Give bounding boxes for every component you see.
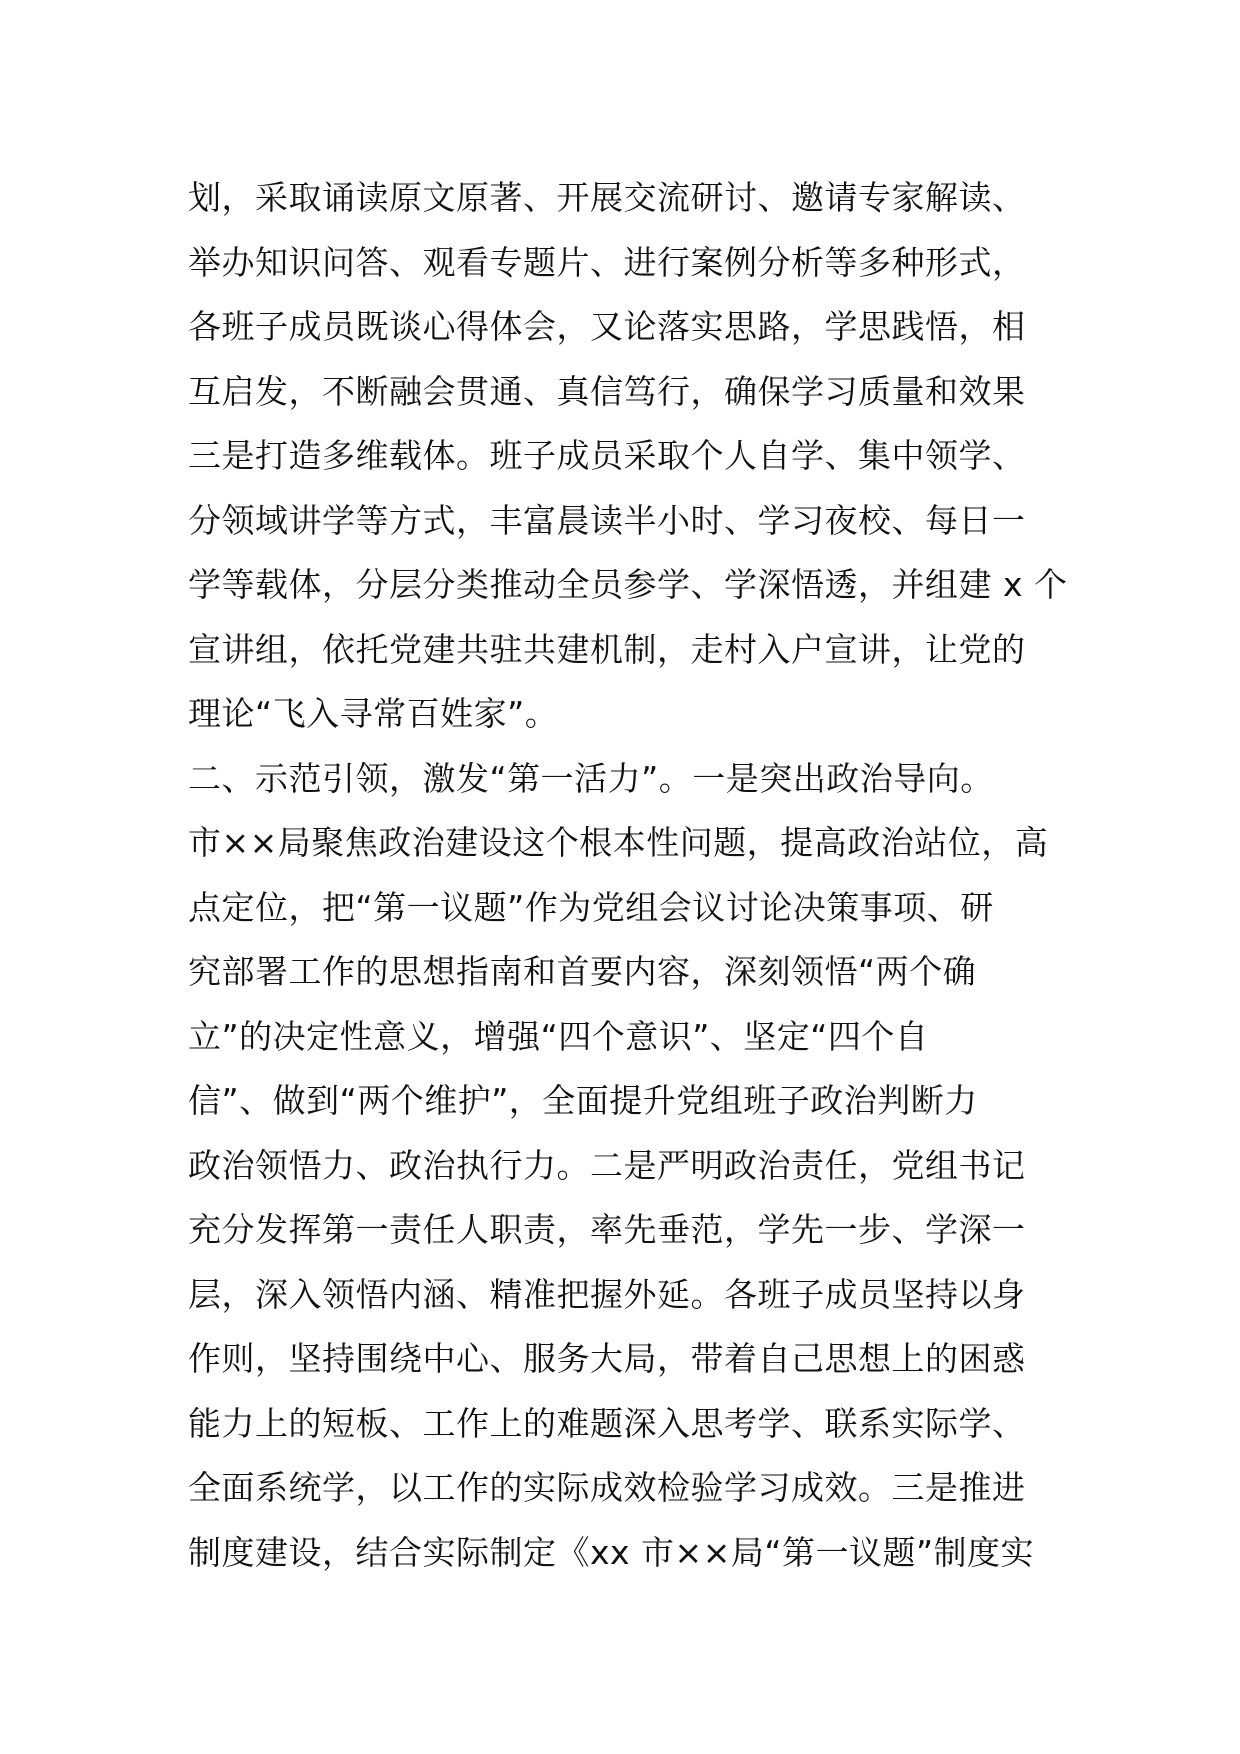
text-line: 制度建设，结合实际制定《xx 市××局“第一议题”制度实 (188, 1532, 1035, 1572)
text-line: 全面系统学，以工作的实际成效检验学习成效。三是推进 (188, 1468, 1026, 1507)
text-line: 立”的决定性意义，增强“四个意识”、坚定“四个自 (188, 1016, 929, 1056)
text-line: 点定位，把“第一议题”作为党组会议讨论决策事项、研 (188, 887, 994, 927)
text-line: 理论“飞入寻常百姓家”。 (188, 694, 559, 733)
text-line: 学等载体，分层分类推动全员参学、学深悟透，并组建 x 个 (188, 565, 1068, 604)
text-line: 宣讲组，依托党建共驻共建机制，走村入户宣讲，让党的 (188, 629, 1026, 669)
text-line: 作则，坚持围绕中心、服务大局，带着自己思想上的困惑 (188, 1339, 1026, 1378)
text-line: 能力上的短板、工作上的难题深入思考学、联系实际学、 (188, 1403, 1026, 1443)
text-line: 市××局聚焦政治建设这个根本性问题，提高政治站位，高 (188, 823, 1049, 862)
text-line: 各班子成员既谈心得体会，又论落实思路，学思践悟，相 (188, 307, 1026, 346)
text-line: 充分发挥第一责任人职责，率先垂范，学先一步、学深一 (188, 1210, 1026, 1249)
text-line: 三是打造多维载体。班子成员采取个人自学、集中领学、 (188, 436, 1026, 475)
text-line: 分领域讲学等方式，丰富晨读半小时、学习夜校、每日一 (188, 500, 1026, 540)
text-line: 互启发，不断融会贯通、真信笃行，确保学习质量和效果 (188, 371, 1026, 411)
text-line: 信”、做到“两个维护”，全面提升党组班子政治判断力 (188, 1081, 978, 1120)
text-line: 究部署工作的思想指南和首要内容，深刻领悟“两个确 (188, 952, 977, 991)
body-text (188, 166, 1068, 1585)
text-line: 政治领悟力、政治执行力。二是严明政治责任，党组书记 (188, 1145, 1026, 1185)
text-line: 举办知识问答、观看专题片、进行案例分析等多种形式， (188, 242, 1026, 282)
section-heading-line: 二、示范引领，激发“第一活力”。一是突出政治导向。 (188, 758, 994, 798)
text-line: 划，采取诵读原文原著、开展交流研讨、邀请专家解读、 (188, 178, 1026, 217)
text-line: 层，深入领悟内涵、精准把握外延。各班子成员坚持以身 (188, 1274, 1026, 1314)
